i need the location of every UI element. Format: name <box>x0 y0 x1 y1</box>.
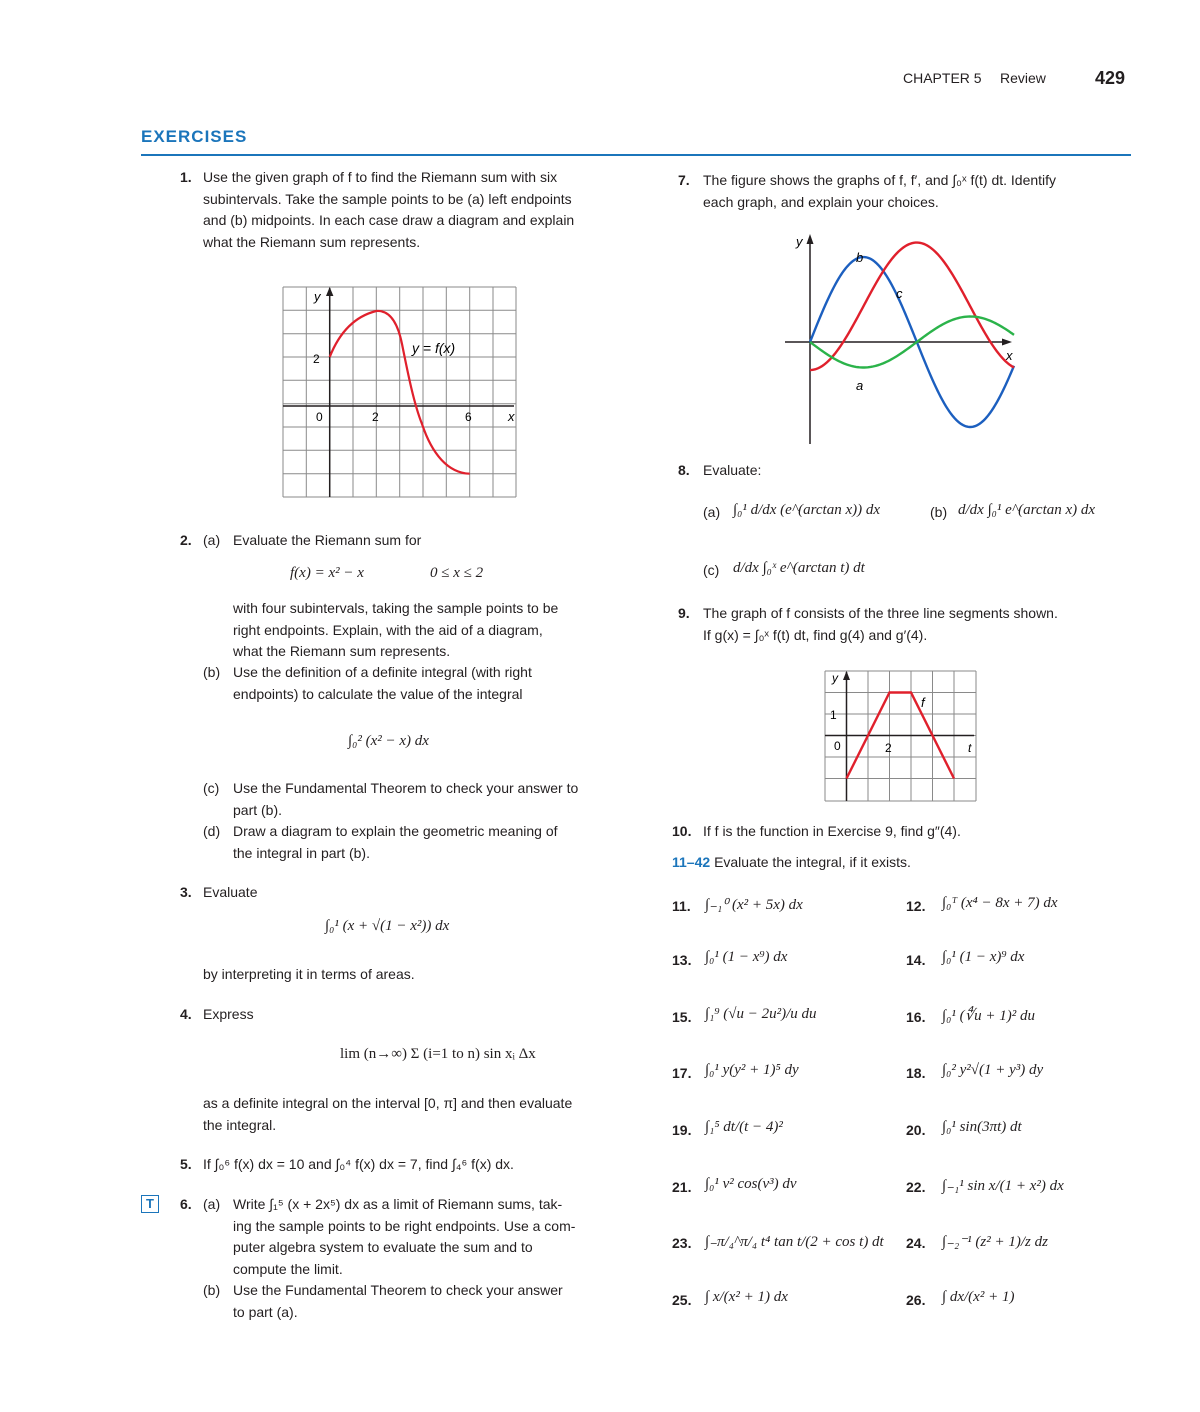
ex1-y-label: y <box>314 289 321 304</box>
ex4-text <box>203 1093 633 1136</box>
ex9-tick-t: 2 <box>885 741 892 755</box>
integral-expr: ∫₀² y²√(1 + y³) dy <box>942 1062 1044 1078</box>
ex4-line: the integral. <box>203 1116 277 1133</box>
ex1-graph <box>280 284 520 500</box>
ex3-line1: Evaluate <box>203 884 258 900</box>
ex2a-text <box>233 598 633 663</box>
ex2c-line: Use the Fundamental Theorem to check your answer to <box>233 780 579 796</box>
range-text: Evaluate the integral, if it exists. <box>714 854 911 870</box>
integral-number: 23. <box>672 1235 692 1251</box>
ex3-integral: ∫₀¹ (x + √(1 − x²)) dx <box>325 918 450 934</box>
ex10-number: 10. <box>672 823 692 839</box>
ex1-curve-label: y = f(x) <box>412 340 456 356</box>
ex7-graph <box>780 230 1030 445</box>
ex9-y-arrow <box>843 671 850 680</box>
integral-expr: ∫ x/(x² + 1) dx <box>705 1289 788 1305</box>
integral-expr: ∫₁⁹ (√u − 2u²)/u du <box>705 1006 817 1022</box>
chapter-label: CHAPTER 5 <box>903 70 982 86</box>
ex2-function: f(x) = x² − x <box>290 565 364 581</box>
ex7-label-c: c <box>896 286 903 301</box>
ex7-x-label: x <box>1006 348 1013 363</box>
integral-number: 26. <box>906 1292 926 1308</box>
ex6a-label: (a) <box>203 1196 221 1212</box>
integral-number: 14. <box>906 952 926 968</box>
ex2c-label: (c) <box>203 780 220 796</box>
ex5-number: 5. <box>180 1156 192 1172</box>
title-rule <box>141 154 1131 156</box>
ex4-line: as a definite integral on the interval [0, π] and then evaluate <box>203 1095 573 1111</box>
ex2-domain: 0 ≤ x ≤ 2 <box>430 565 484 581</box>
range-label: 11–42 <box>672 854 711 870</box>
integral-expr: ∫₀¹ (1 − x⁹) dx <box>705 949 788 965</box>
range-header <box>672 852 911 874</box>
ex9-t-label: t <box>968 741 972 755</box>
integral-expr: ∫₁⁵ dt/(t − 4)² <box>705 1119 783 1135</box>
integral-number: 17. <box>672 1065 692 1081</box>
ex9-number: 9. <box>678 605 690 621</box>
ex2a-line: what the Riemann sum represents. <box>233 643 451 659</box>
ex4-number: 4. <box>180 1006 192 1022</box>
ex2a-line: Evaluate the Riemann sum for <box>233 532 422 548</box>
ex10-text: If f is the function in Exercise 9, find g″(4). <box>703 823 961 839</box>
ex6a-line: ing the sample points to be right endpoints. Use a com- <box>233 1217 576 1234</box>
ex8b-expr: d/dx ∫₀¹ e^(arctan x) dx <box>958 502 1096 518</box>
ex1-grid <box>283 287 516 497</box>
integral-expr: ∫₀¹ sin(3πt) dt <box>942 1119 1022 1135</box>
ex9-text <box>703 603 1143 646</box>
ex2d-label: (d) <box>203 823 221 839</box>
ex2b-line: endpoints) to calculate the value of the integral <box>233 685 523 702</box>
ex6a-text <box>233 1194 633 1280</box>
ex1-text <box>203 167 633 253</box>
ex1-line: and (b) midpoints. In each case draw a diagram and explain <box>203 212 575 228</box>
ex8-line: Evaluate: <box>703 462 762 478</box>
ex9-line: The graph of f consists of the three line segments shown. <box>703 605 1058 621</box>
ex2d-line: the integral in part (b). <box>233 844 370 861</box>
integral-expr: ∫ dx/(x² + 1) <box>942 1289 1015 1305</box>
ex8c-expr: d/dx ∫₀ˣ e^(arctan t) dt <box>733 560 865 576</box>
ex2b-line: Use the definition of a definite integral (with right <box>233 664 532 680</box>
ex2b-integral: ∫₀² (x² − x) dx <box>348 733 429 749</box>
ex8-number: 8. <box>678 462 690 478</box>
ex6b-text <box>233 1280 633 1323</box>
page-number: 429 <box>1095 68 1126 88</box>
ex2-number: 2. <box>180 532 192 548</box>
ex3-number: 3. <box>180 884 192 900</box>
ex9-tick-y: 1 <box>830 708 837 722</box>
ex2a-line: with four subintervals, taking the sample points to be <box>233 600 559 616</box>
ex2b-text <box>233 662 633 705</box>
ex9-line: If g(x) = ∫₀ˣ f(t) dt, find g(4) and g′(4). <box>703 626 928 643</box>
integral-expr: ∫₋π/₄^π/₄ t⁴ tan t/(2 + cos t) dt <box>705 1234 884 1250</box>
ex9-y-label: y <box>832 671 838 685</box>
ex2c-line: part (b). <box>233 801 283 818</box>
ex7-line: each graph, and explain your choices. <box>703 193 939 210</box>
section-label: Review <box>1000 70 1046 86</box>
ex2d-text <box>233 821 633 864</box>
integral-number: 13. <box>672 952 692 968</box>
ex6a-line: puter algebra system to evaluate the sum and to <box>233 1239 533 1255</box>
ex1-line: what the Riemann sum represents. <box>203 233 421 250</box>
integral-expr: ∫₀¹ (∜u + 1)² du <box>942 1008 1035 1024</box>
ex4-expr: lim (n→∞) Σ (i=1 to n) sin xᵢ Δx <box>340 1046 536 1062</box>
ex7-label-a: a <box>856 378 864 393</box>
ex6a-line: compute the limit. <box>233 1260 343 1277</box>
integral-number: 11. <box>672 898 691 914</box>
integral-number: 15. <box>672 1009 692 1025</box>
integral-number: 16. <box>906 1009 926 1025</box>
ex6b-line: to part (a). <box>233 1303 298 1320</box>
ex8a-label: (a) <box>703 504 721 520</box>
ex7-y-arrow <box>807 234 814 244</box>
ex6b-label: (b) <box>203 1282 221 1298</box>
ex7-line: The figure shows the graphs of f, f′, and ∫₀ˣ f(t) dt. Identify <box>703 172 1057 188</box>
ex8c-label: (c) <box>703 562 720 578</box>
integral-number: 22. <box>906 1179 926 1195</box>
ex7-number: 7. <box>678 172 690 188</box>
ex9-graph <box>822 668 980 804</box>
integral-expr: ∫₋₁⁰ (x² + 5x) dx <box>705 897 803 913</box>
ex2d-line: Draw a diagram to explain the geometric meaning of <box>233 823 558 839</box>
integral-number: 18. <box>906 1065 926 1081</box>
ex1-x-label: x <box>508 409 515 424</box>
integral-number: 24. <box>906 1235 926 1251</box>
ex8a-expr: ∫₀¹ d/dx (e^(arctan x)) dx <box>733 502 881 518</box>
ex6a-line: Write ∫₁⁵ (x + 2x⁵) dx as a limit of Riemann sums, tak- <box>233 1196 563 1212</box>
integral-expr: ∫₀ᵀ (x⁴ − 8x + 7) dx <box>942 895 1058 911</box>
integral-expr: ∫₀¹ v² cos(v³) dv <box>705 1176 797 1192</box>
ex9-tick-origin: 0 <box>834 739 841 753</box>
ex6b-line: Use the Fundamental Theorem to check your answer <box>233 1282 563 1298</box>
ex2b-label: (b) <box>203 664 221 680</box>
ex6-number: 6. <box>180 1196 192 1212</box>
ex1-line: Use the given graph of f to find the Riemann sum with six <box>203 169 558 185</box>
ex4-line1: Express <box>203 1006 254 1022</box>
section-title: EXERCISES <box>141 127 248 146</box>
integral-number: 20. <box>906 1122 926 1138</box>
integral-number: 12. <box>906 898 926 914</box>
ex2a-line: right endpoints. Explain, with the aid of a diagram, <box>233 621 543 638</box>
ex7-y-label: y <box>796 234 803 249</box>
ex7-label-b: b <box>856 250 864 265</box>
ex1-number: 1. <box>180 169 192 185</box>
ex1-line: subintervals. Take the sample points to be (a) left endpoints <box>203 190 572 207</box>
ex8b-label: (b) <box>930 504 948 520</box>
technology-marker: T <box>141 1195 159 1213</box>
ex1-tick-y: 2 <box>313 352 320 366</box>
ex1-tick-x2: 6 <box>465 410 472 424</box>
ex9-f-label: f <box>921 695 925 710</box>
ex5-text: If ∫₀⁶ f(x) dx = 10 and ∫₀⁴ f(x) dx = 7, find ∫₄⁶ f(x) dx. <box>203 1156 514 1172</box>
integral-expr: ∫₋₁¹ sin x/(1 + x²) dx <box>942 1178 1064 1194</box>
ex2a-label: (a) <box>203 532 221 548</box>
ex7-text <box>703 170 1143 213</box>
ex2c-text <box>233 778 633 821</box>
ex1-y-arrow <box>326 287 333 296</box>
integral-number: 21. <box>672 1179 692 1195</box>
ex1-tick-origin: 0 <box>316 410 323 424</box>
integral-expr: ∫₀¹ y(y² + 1)⁵ dy <box>705 1062 799 1078</box>
ex1-tick-x1: 2 <box>372 410 379 424</box>
ex7-curve-c <box>810 243 1014 370</box>
ex3-line2: by interpreting it in terms of areas. <box>203 966 415 982</box>
integral-number: 25. <box>672 1292 692 1308</box>
integral-expr: ∫₋₂⁻¹ (z² + 1)/z dz <box>942 1234 1048 1250</box>
ex7-x-arrow <box>1002 339 1012 346</box>
integral-expr: ∫₀¹ (1 − x)⁹ dx <box>942 949 1025 965</box>
integral-number: 19. <box>672 1122 692 1138</box>
